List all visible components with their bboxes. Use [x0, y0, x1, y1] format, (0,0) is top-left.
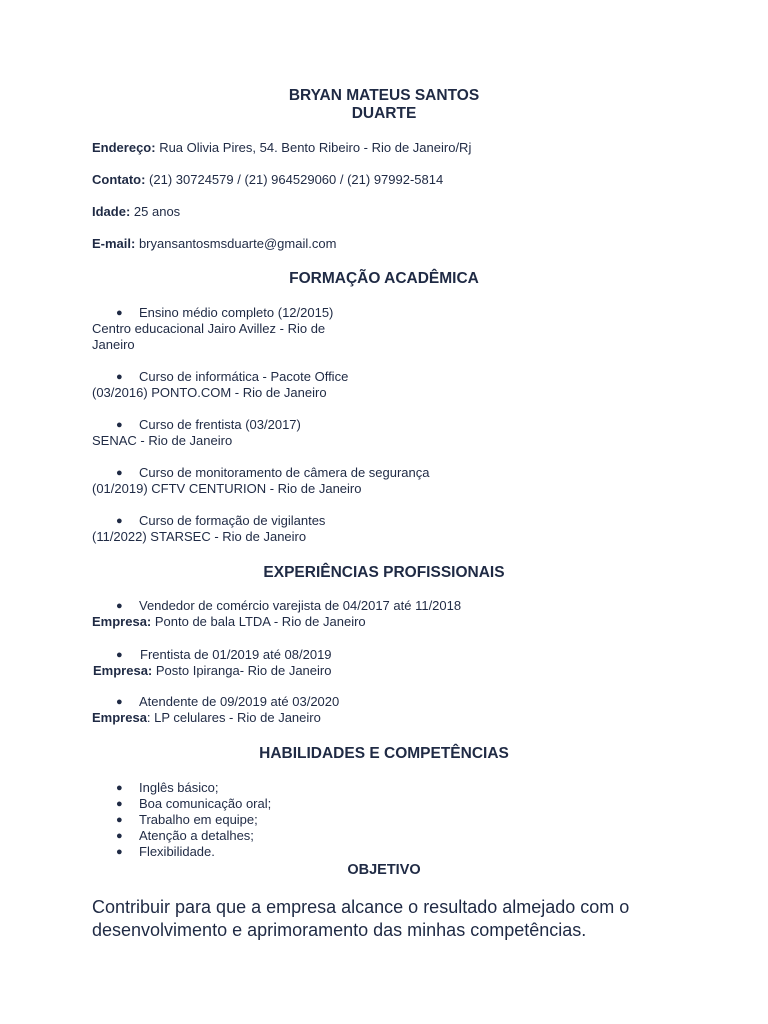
education-detail: SENAC - Rio de Janeiro [92, 433, 233, 448]
education-title: FORMAÇÃO ACADÊMICA [289, 270, 479, 287]
skill-item [0, 796, 768, 812]
phone-value: (21) 30724579 / (21) 964529060 / (21) 97992-5814 [145, 172, 444, 187]
experience-company [93, 663, 331, 679]
skill-text: Flexibilidade. [139, 844, 215, 859]
education-course: Curso de monitoramento de câmera de segurança [139, 465, 430, 480]
resume-name [0, 87, 768, 123]
education-item [0, 465, 768, 481]
address-label: Endereço: [92, 140, 156, 155]
phone-row [92, 172, 443, 188]
education-item [0, 417, 768, 433]
age-value: 25 anos [130, 204, 181, 219]
bullet-icon: ● [116, 419, 123, 431]
phone-label: Contato: [92, 172, 146, 187]
objective-line-2: desenvolvimento e aprimoramento das minhas competências. [92, 920, 587, 940]
bullet-icon: ● [116, 696, 123, 708]
experience-company [92, 710, 321, 726]
address-value: Rua Olivia Pires, 54. Bento Ribeiro - Rio de Janeiro/Rj [155, 140, 472, 155]
experience-company [92, 614, 366, 630]
education-course: Curso de frentista (03/2017) [139, 417, 301, 432]
experience-item [0, 647, 768, 663]
objective-line-1: Contribuir para que a empresa alcance o resultado almejado com o [92, 897, 630, 917]
name-line-1: BRYAN MATEUS SANTOS [288, 87, 480, 104]
skill-item [0, 844, 768, 860]
bullet-icon: ● [116, 782, 123, 794]
education-item [0, 305, 768, 321]
bullet-icon: ● [116, 814, 123, 826]
education-course: Ensino médio completo (12/2015) [139, 305, 334, 320]
bullet-icon: ● [116, 515, 123, 527]
skills-title: HABILIDADES E COMPETÊNCIAS [259, 745, 509, 762]
objective-title: OBJETIVO [347, 862, 421, 878]
education-detail: Janeiro [92, 337, 135, 352]
bullet-icon: ● [116, 600, 123, 612]
education-item [0, 513, 768, 529]
skill-text: Atenção a detalhes; [139, 828, 254, 843]
experience-role: Atendente de 09/2019 até 03/2020 [139, 694, 340, 709]
education-detail: (11/2022) STARSEC - Rio de Janeiro [92, 529, 307, 544]
email-value: bryansantosmsduarte@gmail.com [135, 236, 337, 251]
company-label: Empresa [92, 710, 147, 725]
email-row [92, 236, 336, 252]
experience-role: Frentista de 01/2019 até 08/2019 [140, 647, 332, 662]
name-line-2: DUARTE [351, 105, 417, 122]
experience-item [0, 694, 768, 710]
company-value: Ponto de bala LTDA - Rio de Janeiro [151, 614, 366, 629]
skill-text: Trabalho em equipe; [139, 812, 258, 827]
company-value: : LP celulares - Rio de Janeiro [146, 710, 321, 725]
experience-title: EXPERIÊNCIAS PROFISSIONAIS [263, 564, 505, 581]
bullet-icon: ● [116, 307, 123, 319]
education-item [0, 369, 768, 385]
bullet-icon: ● [116, 371, 123, 383]
education-detail: (01/2019) CFTV CENTURION - Rio de Janeiro [92, 481, 362, 496]
education-detail: Centro educacional Jairo Avillez - Rio de [92, 321, 326, 336]
objective-text [92, 896, 692, 942]
bullet-icon: ● [116, 798, 123, 810]
age-row [92, 204, 180, 220]
education-course: Curso de informática - Pacote Office [139, 369, 349, 384]
education-detail: (03/2016) PONTO.COM - Rio de Janeiro [92, 385, 327, 400]
company-label: Empresa: [93, 663, 153, 678]
address-row [92, 140, 471, 156]
company-label: Empresa: [92, 614, 152, 629]
company-value: Posto Ipiranga- Rio de Janeiro [152, 663, 332, 678]
skill-item [0, 828, 768, 844]
experience-role: Vendedor de comércio varejista de 04/2017 até 11/2018 [139, 598, 462, 613]
age-label: Idade: [92, 204, 131, 219]
bullet-icon: ● [116, 649, 123, 661]
bullet-icon: ● [116, 846, 123, 858]
skill-item [0, 780, 768, 796]
education-course: Curso de formação de vigilantes [139, 513, 326, 528]
email-label: E-mail: [92, 236, 136, 251]
experience-item [0, 598, 768, 614]
skill-text: Inglês básico; [139, 780, 219, 795]
skill-item [0, 812, 768, 828]
bullet-icon: ● [116, 467, 123, 479]
bullet-icon: ● [116, 830, 123, 842]
skill-text: Boa comunicação oral; [139, 796, 272, 811]
